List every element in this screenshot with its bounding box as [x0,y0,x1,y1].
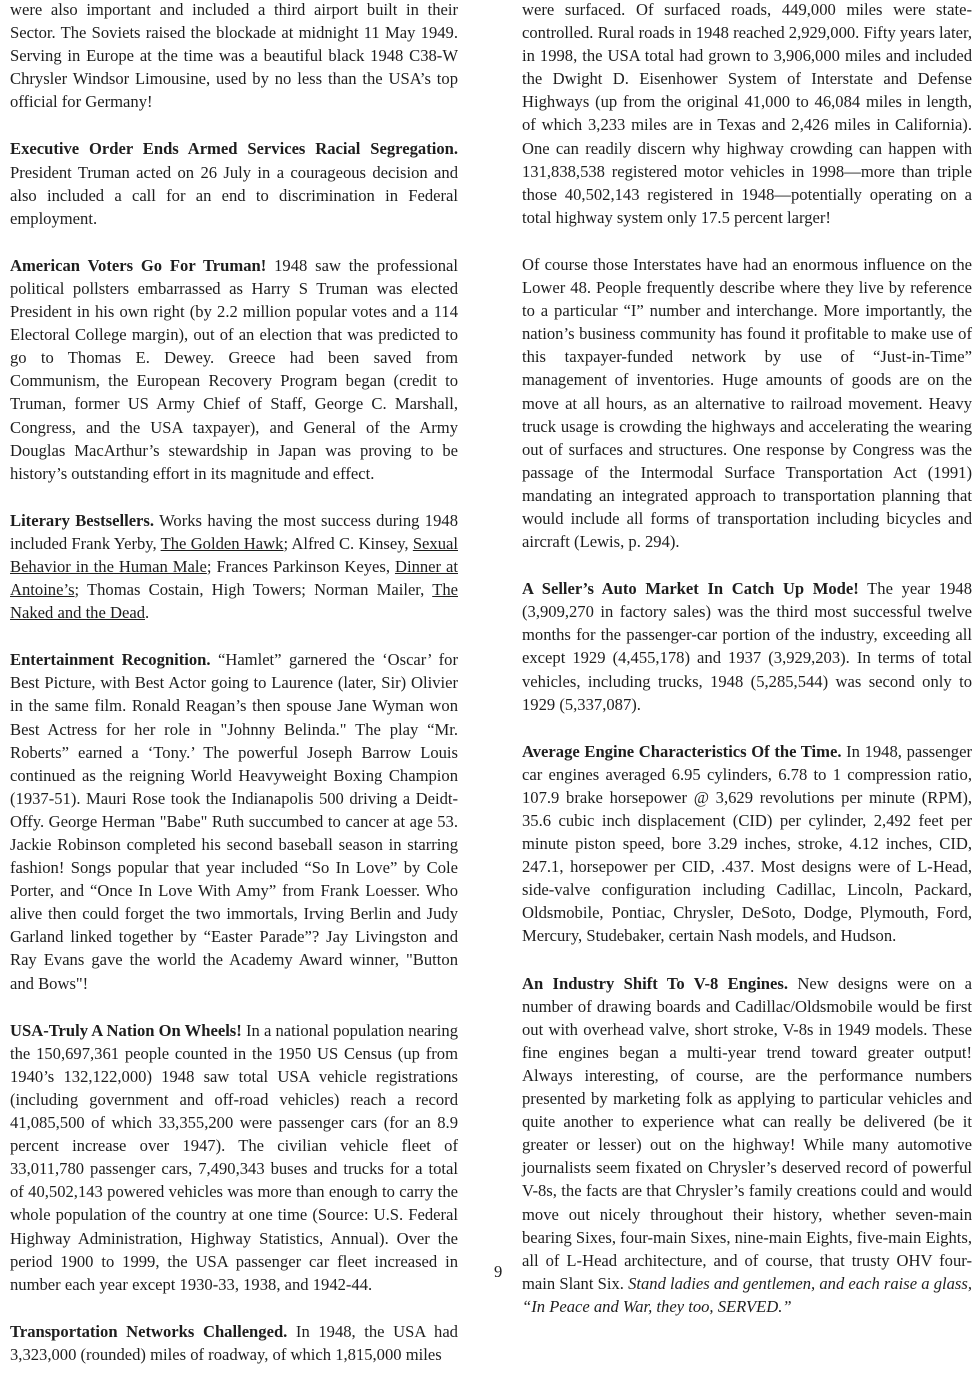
paragraph-text: . [145,603,150,623]
section-heading: An Industry Shift To V-8 Engines. [522,973,789,993]
section-heading: Entertainment Recognition. [10,650,211,670]
paragraph-text: Works having the most success during 1948 included Frank Yerby, [10,510,458,553]
paragraph-surfaced-roads [522,0,972,229]
paragraph-text: In a national population nearing the 150,697,361 people counted in the 1950 US Census (up from 1940’s 132,122,000) 1948 saw total USA vehicle registrations (including government and off-road vehicles) reach a record 41,085,500 of which 33,355,200 were passenger cars (for an 8.9 percent increase over 1947). The civilian vehicle fleet of 33,011,780 passenger cars, 7,490,343 buses and trucks for a total of 40,502,143 powered vehicles was more than enough to carry the whole population of the country at one time (Source: U.S. Federal Highway Administration, Highway Statistics, Annual). Over the period 1900 to 1999, the USA passenger car fleet increased in number each year except 1930-33, 1938, and 1942-44. [10,1020,458,1294]
book-title: The Naked and the Dead [10,580,458,623]
paragraph-text: ; Frances Parkinson Keyes, [206,556,395,576]
book-title: Dinner at Antoine’s [10,556,458,600]
paragraph-text: were also important and included a third airport built in their Sector. The Soviets raised the blockade at midnight 11 May 1949. Serving in Europe at the time was a beautiful black 1948 C38-W Chrysler Windsor Limousine, used by no less than the USA’s top official for Germany! [10,0,458,112]
paragraph-entertainment [10,648,458,994]
paragraph-engine-characteristics [522,740,972,948]
paragraph-executive-order [10,137,458,229]
section-heading: American Voters Go For Truman! [10,255,267,275]
paragraph-text: “Hamlet” garnered the ‘Oscar’ for Best Picture, with Best Actor going to Laurence (later, Sir) Olivier in the same film. Ronald Reagan’s then spouse Jane Wyman won Best Actress for her role in "Johnny Belinda." The play “Mr. Roberts” earned a ‘Tony.’ The powerful Joseph Barrow Louis continued as the reigning World Heavyweight Boxing Champion (1937-51). Mauri Rose took the Indianapolis 500 driving a Deidt-Offy. George Herman "Babe" Ruth succumbed to cancer at age 53. Jackie Robinson completed his second baseball season in starring fashion! Songs popular that year included “So In Love” by Cole Porter, and “Once In Love With Amy” from Frank Loesser. Who alive then could forget the two immortals, Irving Berlin and Judy Garland linked together by “Easter Parade”? Jay Livingston and Ray Evans gave the world the Academy Award winner, "Button and Bows"! [10,650,459,993]
section-heading: Average Engine Characteristics Of the Time. [522,741,842,761]
paragraph-text: In 1948, the USA had 3,323,000 (rounded) miles of roadway, of which 1,815,000 miles [10,1321,458,1364]
paragraph-sellers-market [522,577,972,716]
paragraph-text: Of course those Interstates have had an enormous influence on the Lower 48. People frequently describe where they live by reference to a particular “I” number and interchange. More importantly, the nation’s business community has found it profitable to make use of this taxpayer-funded network by use of “Just-in-Time” management of inventories. Huge amounts of goods are on the move at all hours, as an alternative to railroad movement. Heavy truck usage is crowding the highways and accelerating the wearing out of surfaces and structures. One response by Congress was the passage of the Intermodal Surface Transportation Act (1991) mandating an integrated approach to transportation planning that would include all forms of transportation including bicycles and aircraft (Lewis, p. 294). [522,254,972,552]
paragraph-nation-on-wheels [10,1019,458,1296]
section-heading: A Seller’s Auto Market In Catch Up Mode! [522,579,859,599]
paragraph-literary-bestsellers [10,509,458,624]
paragraph-v8-engines [522,972,972,1318]
book-title: Sexual Behavior in the Human Male [10,533,458,576]
page-number: 9 [494,1262,503,1281]
paragraph-berlin-airlift [10,0,458,113]
left-column [10,0,458,1390]
paragraph-text: The year 1948 (3,909,270 in factory sales) was the third most successful twelve months for the passenger-car portion of the industry, exceeding all except 1929 (4,455,178) and 1937 (3,929,203). In terms of total vehicles, including trucks, 1948 (5,285,544) was second only to 1929 (5,337,087). [522,579,972,714]
paragraph-text: President Truman acted on 26 July in a courageous decision and also included a call for an end to discrimination in Federal employment. [10,162,458,228]
paragraph-transportation-networks [10,1320,458,1366]
paragraph-text: 1948 saw the professional political pollsters embarrassed as Harry S Truman was elected President in his own right (by 2.2 million popular votes and a 114 Electoral College margin), out of an election that was predicted to go to Thomas E. Dewey. Greece had been saved from Communism, the European Recovery Program began (credit to Truman, former US Army Chief of Staff, George C. Marshall, Congress, and the USA taxpayer), and General of the Army Douglas MacArthur’s stewardship in Japan was proving to be history’s outstanding effort in its magnitude and effect. [10,255,458,483]
paragraph-text: were surfaced. Of surfaced roads, 449,000 miles were state-controlled. Rural roads in 1948 reached 2,929,000. Fifty years later, in 1998, the USA total had grown to 3,906,000 miles and included the Dwight D. Eisenhower System of Interstate and Defense Highways (up from the original 41,000 to 46,084 miles in length, of which 3,233 miles are in Texas and 2,426 miles in California). One can readily discern why highway crowding can happen with 131,838,538 registered motor vehicles in 1998—more than triple those 40,502,143 registered in 1948—potentially operating on a total highway system only 17.5 percent larger! [522,0,973,227]
paragraph-text: In 1948, passenger car engines averaged 6.95 cylinders, 6.78 to 1 compression ratio, 107.9 brake horsepower @ 3,629 revolutions per minute (RPM), 35.6 cubic inch displacement (CID) per cylinder, 2,492 feet per minute piston speed, bore 3.29 inches, stroke, 4.12 inches, CID, 247.1, horsepower per CID, .437. Most designs were of L-Head, side-valve configuration including Cadillac, Lincoln, Packard, Oldsmobile, Pontiac, Chrysler, DeSoto, Dodge, Plymouth, Ford, Mercury, Studebaker, certain Nash models, and Hudson. [522,741,972,946]
closing-toast: Stand ladies and gentlemen, and each raise a glass, “In Peace and War, they too, SERVED.” [522,1273,972,1316]
section-heading: Literary Bestsellers. [10,510,155,530]
section-heading: USA-Truly A Nation On Wheels! [10,1020,242,1040]
paragraph-american-voters [10,254,458,485]
section-heading: Transportation Networks Challenged. [10,1321,288,1341]
paragraph-text: ; Thomas Costain, High Towers; Norman Mailer, [74,580,433,600]
section-heading: Executive Order Ends Armed Services Racial Segregation. [10,139,458,159]
paragraph-text: New designs were on a number of drawing boards and Cadillac/Oldsmobile would be first out with overhead valve, short stroke, V-8s in 1949 models. These fine engines began a multi-year trend toward greater output! Always interesting, of course, are the performance numbers presented by marketing folk as applying to particular vehicles and quite another to experience what can really be delivered (be it greater or lesser) out on the highway! While many automotive journalists seem fixated on Chrysler’s deserved record of powerful V-8s, the facts are that Chrysler’s family creations could and would move out nicely throughout their history, whether seven-main bearing Sixes, four-main Sixes, nine-main Eights, five-main Eights, all of L-Head architecture, and of course, that trusty OHV four-main Slant Six. [522,973,972,1293]
paragraph-text: ; Alfred C. Kinsey, [283,533,413,553]
right-column [522,0,972,1342]
book-title: The Golden Hawk [160,533,284,553]
paragraph-interstates [522,253,972,553]
